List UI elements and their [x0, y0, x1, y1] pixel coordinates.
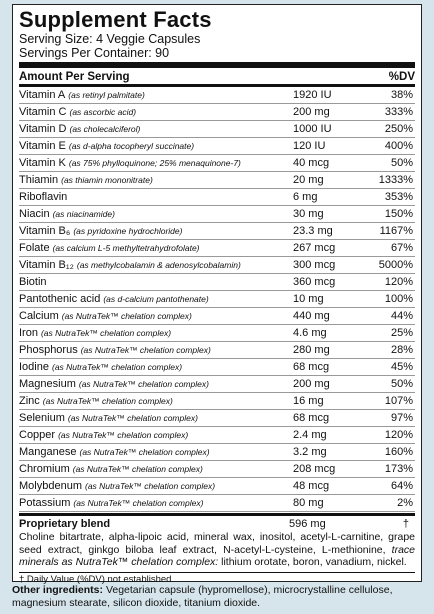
- nutrient-amount: 200 mg: [293, 378, 330, 390]
- nutrient-amount: 68 mcg: [293, 412, 330, 424]
- nutrient-dv: 64%: [390, 480, 413, 492]
- nutrient-label: Selenium: [19, 412, 65, 424]
- nutrient-label: Chromium: [19, 463, 70, 475]
- nutrient-amount: 267 mcg: [293, 242, 336, 254]
- daily-value-footnote: † Daily Value (%DV) not established.: [19, 573, 175, 585]
- nutrient-label: Vitamin K: [19, 157, 66, 169]
- nutrient-source: (as NutraTek™ chelation complex): [78, 379, 209, 389]
- nutrient-name: [19, 310, 293, 322]
- proprietary-text-2: lithium orotate, boron, vanadium, nickel.: [221, 556, 407, 568]
- nutrient-name: [19, 89, 293, 101]
- nutrient-amount: 3.2 mg: [293, 446, 327, 458]
- nutrient-name: [19, 157, 293, 169]
- nutrient-source: (as pyridoxine hydrochloride): [73, 226, 183, 236]
- nutrient-amount: 80 mg: [293, 497, 324, 509]
- nutrient-amount: 16 mg: [293, 395, 324, 407]
- nutrient-amount: 1920 IU: [293, 89, 332, 101]
- other-ingredients-text: Vegetarian capsule (hypromellose), microcrystalline cellulose, magnesium stearate, silicon dioxide, titanium dioxide.: [12, 584, 393, 609]
- nutrient-label: Vitamin B₁₂: [19, 259, 74, 271]
- serving-size: Serving Size: 4 Veggie Capsules: [19, 32, 201, 46]
- nutrient-label: Thiamin: [19, 174, 59, 186]
- nutrient-name: [19, 174, 293, 186]
- nutrient-dv: 333%: [384, 106, 413, 118]
- nutrient-amount: 440 mg: [293, 310, 330, 322]
- nutrient-name: [19, 225, 293, 237]
- nutrient-dv: 44%: [390, 310, 413, 322]
- nutrient-source: (as NutraTek™ chelation complex): [79, 447, 210, 457]
- nutrient-row: [19, 478, 415, 495]
- nutrient-source: (as NutraTek™ chelation complex): [80, 345, 211, 355]
- nutrient-name: [19, 480, 293, 492]
- nutrient-source: (as niacinamide): [52, 209, 115, 219]
- nutrient-source: (as calcium L-5 methyltetrahydrofolate): [52, 243, 200, 253]
- nutrient-dv: 173%: [384, 463, 413, 475]
- proprietary-text-italic: trace minerals as NutraTek™ chelation complex:: [19, 543, 415, 568]
- nutrient-label: Vitamin A: [19, 89, 66, 101]
- nutrient-dv: 28%: [390, 344, 413, 356]
- nutrient-row: [19, 138, 415, 155]
- nutrient-amount: 360 mcg: [293, 276, 336, 288]
- nutrient-dv: 120%: [384, 429, 413, 441]
- nutrient-row: [19, 359, 415, 376]
- nutrient-name: [19, 276, 293, 288]
- nutrient-dv: 107%: [384, 395, 413, 407]
- other-ingredients-label: Other ingredients:: [12, 584, 104, 596]
- nutrient-label: Vitamin B₆: [19, 225, 71, 237]
- nutrient-amount: 200 mg: [293, 106, 330, 118]
- proprietary-blend-amount: 596 mg: [289, 517, 326, 530]
- nutrient-dv: 5000%: [378, 259, 413, 271]
- nutrient-label: Molybdenum: [19, 480, 82, 492]
- proprietary-blend-row: [19, 516, 415, 531]
- nutrient-name: [19, 123, 293, 135]
- nutrient-dv: 67%: [390, 242, 413, 254]
- nutrient-dv: 25%: [390, 327, 413, 339]
- nutrient-label: Vitamin E: [19, 140, 66, 152]
- nutrient-source: (as NutraTek™ chelation complex): [73, 498, 204, 508]
- nutrient-dv: 100%: [384, 293, 413, 305]
- nutrient-row: [19, 121, 415, 138]
- nutrient-row: [19, 274, 415, 291]
- nutrient-dv: 50%: [390, 157, 413, 169]
- nutrient-row: [19, 325, 415, 342]
- nutrient-row: [19, 308, 415, 325]
- dv-header: %DV: [388, 70, 415, 83]
- nutrient-amount: 4.6 mg: [293, 327, 327, 339]
- nutrient-source: (as NutraTek™ chelation complex): [58, 430, 189, 440]
- nutrient-label: Vitamin D: [19, 123, 67, 135]
- nutrient-source: (as NutraTek™ chelation complex): [51, 362, 183, 372]
- nutrient-dv: 150%: [384, 208, 413, 220]
- nutrient-label: Folate: [19, 242, 50, 254]
- nutrient-row: [19, 240, 415, 257]
- nutrient-source: (as cholecalciferol): [69, 124, 141, 134]
- nutrient-source: (as NutraTek™ chelation complex): [42, 396, 173, 406]
- nutrient-amount: 208 mcg: [293, 463, 336, 475]
- nutrient-label: Manganese: [19, 446, 77, 458]
- nutrient-row: [19, 291, 415, 308]
- nutrient-name: [19, 429, 293, 441]
- nutrient-amount: 40 mcg: [293, 157, 330, 169]
- nutrient-dv: 400%: [384, 140, 413, 152]
- nutrient-name: [19, 378, 293, 390]
- nutrient-label: Potassium: [19, 497, 71, 509]
- nutrient-name: [19, 395, 293, 407]
- nutrient-name: [19, 242, 293, 254]
- nutrient-source: (as NutraTek™ chelation complex): [61, 311, 192, 321]
- nutrient-row: [19, 461, 415, 478]
- nutrient-dv: 97%: [390, 412, 413, 424]
- nutrient-name: [19, 106, 293, 118]
- nutrient-source: (as NutraTek™ chelation complex): [84, 481, 216, 491]
- nutrient-source: (as d-calcium pantothenate): [103, 294, 209, 304]
- amount-per-serving-header: Amount Per Serving: [19, 70, 130, 83]
- nutrient-name: [19, 361, 293, 373]
- nutrient-amount: 2.4 mg: [293, 429, 327, 441]
- nutrient-dv: 1167%: [379, 225, 413, 237]
- nutrient-label: Biotin: [19, 276, 47, 288]
- nutrient-source: (as d-alpha tocopheryl succinate): [68, 141, 195, 151]
- nutrient-label: Phosphorus: [19, 344, 78, 356]
- supplement-facts-panel: [12, 4, 422, 585]
- nutrient-row: [19, 104, 415, 121]
- table-header: [19, 69, 415, 84]
- nutrient-name: [19, 208, 293, 220]
- nutrient-amount: 1000 IU: [293, 123, 332, 135]
- thick-divider: [19, 62, 415, 68]
- nutrient-amount: 23.3 mg: [293, 225, 333, 237]
- proprietary-blend-dv: †: [402, 517, 409, 530]
- nutrient-source: (as NutraTek™ chelation complex): [72, 464, 203, 474]
- nutrient-amount: 30 mg: [293, 208, 324, 220]
- nutrient-row: [19, 495, 415, 512]
- nutrient-name: [19, 327, 293, 339]
- nutrient-dv: 2%: [397, 497, 413, 509]
- proprietary-blend-name: Proprietary blend: [19, 517, 111, 530]
- nutrient-dv: 120%: [384, 276, 413, 288]
- nutrient-row: [19, 257, 415, 274]
- nutrient-dv: 45%: [390, 361, 413, 373]
- nutrient-label: Iron: [19, 327, 38, 339]
- nutrient-row: [19, 410, 415, 427]
- nutrient-label: Magnesium: [19, 378, 76, 390]
- nutrient-name: [19, 344, 293, 356]
- nutrient-row: [19, 172, 415, 189]
- nutrient-name: [19, 140, 293, 152]
- nutrient-name: [19, 463, 293, 475]
- nutrient-amount: 10 mg: [293, 293, 324, 305]
- panel-title: Supplement Facts: [19, 7, 212, 32]
- nutrient-label: Vitamin C: [19, 106, 67, 118]
- nutrient-row: [19, 206, 415, 223]
- nutrient-source: (as methylcobalamin & adenosylcobalamin): [76, 260, 241, 270]
- nutrient-label: Niacin: [19, 208, 50, 220]
- nutrient-row: [19, 393, 415, 410]
- proprietary-text-1: Choline bitartrate, alpha-lipoic acid, mineral wax, inositol, acetyl-L-carnitine, grape seed extract, ginkgo biloba leaf extract, N-acetyl-L-cysteine, L-methionine,: [19, 531, 415, 556]
- nutrient-label: Riboflavin: [19, 191, 68, 203]
- nutrient-dv: 250%: [384, 123, 413, 135]
- nutrient-name: [19, 412, 293, 424]
- nutrient-source: (as retinyl palmitate): [68, 90, 145, 100]
- nutrient-dv: 38%: [390, 89, 413, 101]
- nutrient-row: [19, 342, 415, 359]
- nutrient-amount: 120 IU: [293, 140, 326, 152]
- nutrient-dv: 1333%: [378, 174, 413, 186]
- nutrient-amount: 48 mcg: [293, 480, 330, 492]
- servings-per-container: Servings Per Container: 90: [19, 46, 170, 60]
- nutrient-row: [19, 427, 415, 444]
- nutrient-row: [19, 223, 415, 240]
- nutrient-row: [19, 444, 415, 461]
- nutrient-source: (as ascorbic acid): [69, 107, 137, 117]
- nutrient-amount: 20 mg: [293, 174, 324, 186]
- nutrient-source: (as 75% phylloquinone; 25% menaquinone-7): [68, 158, 241, 168]
- nutrient-rows: [19, 87, 415, 512]
- other-ingredients: [12, 584, 422, 609]
- nutrient-name: [19, 293, 293, 305]
- nutrient-label: Iodine: [19, 361, 49, 373]
- nutrient-source: (as NutraTek™ chelation complex): [40, 328, 172, 338]
- nutrient-row: [19, 87, 415, 104]
- nutrient-label: Calcium: [19, 310, 59, 322]
- nutrient-row: [19, 376, 415, 393]
- nutrient-source: (as NutraTek™ chelation complex): [67, 413, 198, 423]
- nutrient-amount: 280 mg: [293, 344, 330, 356]
- nutrient-row: [19, 155, 415, 172]
- nutrient-name: [19, 259, 293, 271]
- nutrient-dv: 50%: [390, 378, 413, 390]
- nutrient-amount: 68 mcg: [293, 361, 330, 373]
- nutrient-name: [19, 497, 293, 509]
- nutrient-row: [19, 189, 415, 206]
- nutrient-label: Copper: [19, 429, 56, 441]
- nutrient-name: [19, 191, 293, 203]
- nutrient-source: (as thiamin mononitrate): [61, 175, 153, 185]
- nutrient-dv: 160%: [384, 446, 413, 458]
- nutrient-dv: 353%: [384, 191, 413, 203]
- nutrient-label: Pantothenic acid: [19, 293, 101, 305]
- nutrient-amount: 300 mcg: [293, 259, 336, 271]
- nutrient-label: Zinc: [19, 395, 40, 407]
- nutrient-name: [19, 446, 293, 458]
- proprietary-blend-ingredients: [19, 531, 415, 569]
- nutrient-amount: 6 mg: [293, 191, 318, 203]
